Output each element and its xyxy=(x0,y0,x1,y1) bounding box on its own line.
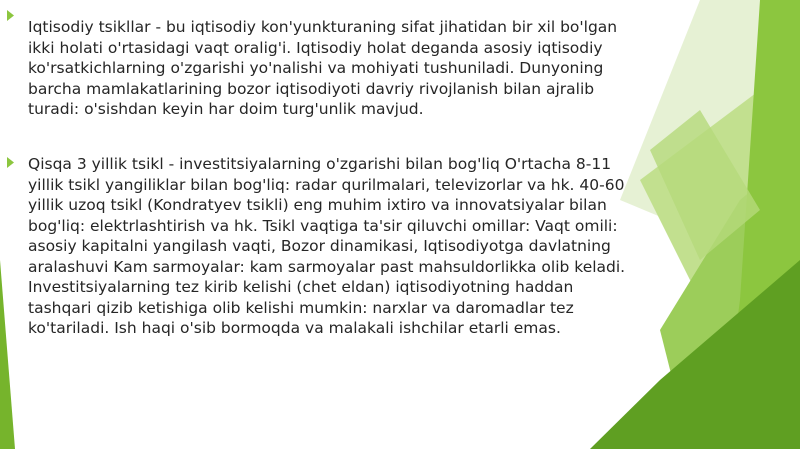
left-green-strip xyxy=(0,260,15,449)
triangle-bullet-icon xyxy=(7,157,14,168)
paragraph-iqtisodiy-tsikllar: Iqtisodiy tsikllar - bu iqtisodiy kon'yunkturaning sifat jihatidan bir xil bo'lgan ikki holati o'rtasidagi vaqt oralig'i. Iqtisodiy holat deganda asosiy iqtisodiy ko'rsatkichlarning o'zgarishi yo'nalishi va mohiyati tushuniladi. Dunyoning barcha mamlakatlarining bozor iqtisodiyoti davriy rivojlanish bilan ajralib turadi: o'sishdan keyin har doim turg'unlik mavjud. xyxy=(28,18,618,118)
paragraph-tsikl-turlari: Qisqa 3 yillik tsikl - investitsiyalarning o'zgarishi bilan bog'liq O'rtacha 8-11 yillik tsikl yangiliklar bilan bog'liq: radar qurilmalari, televizorlar va hk. 40-60 yillik uzoq tsikl (Kondratyev tsikli) eng muhim ixtiro va innovatsiyalar bilan bog'liq: elektrlashtirish va hk. Tsikl vaqtiga ta'sir qiluvchi omillar: Vaqt omili: asosiy kapitalni yangilash vaqti, Bozor dinamikasi, Iqtisodiyotga davlatning aralashuvi Kam sarmoyalar: kam sarmoyalar past mahsuldorlikka olib keladi. Investitsiyalarning tez kirib kelishi (chet eldan) iqtisodiyotning haddan tashqari qizib ketishiga olib kelishi mumkin: narxlar va daromadlar tez ko'tariladi. Ish haqi o'sib bormoqda va malakali ishchilar etarli emas. xyxy=(28,155,626,337)
triangle-bullet-icon xyxy=(7,10,14,21)
